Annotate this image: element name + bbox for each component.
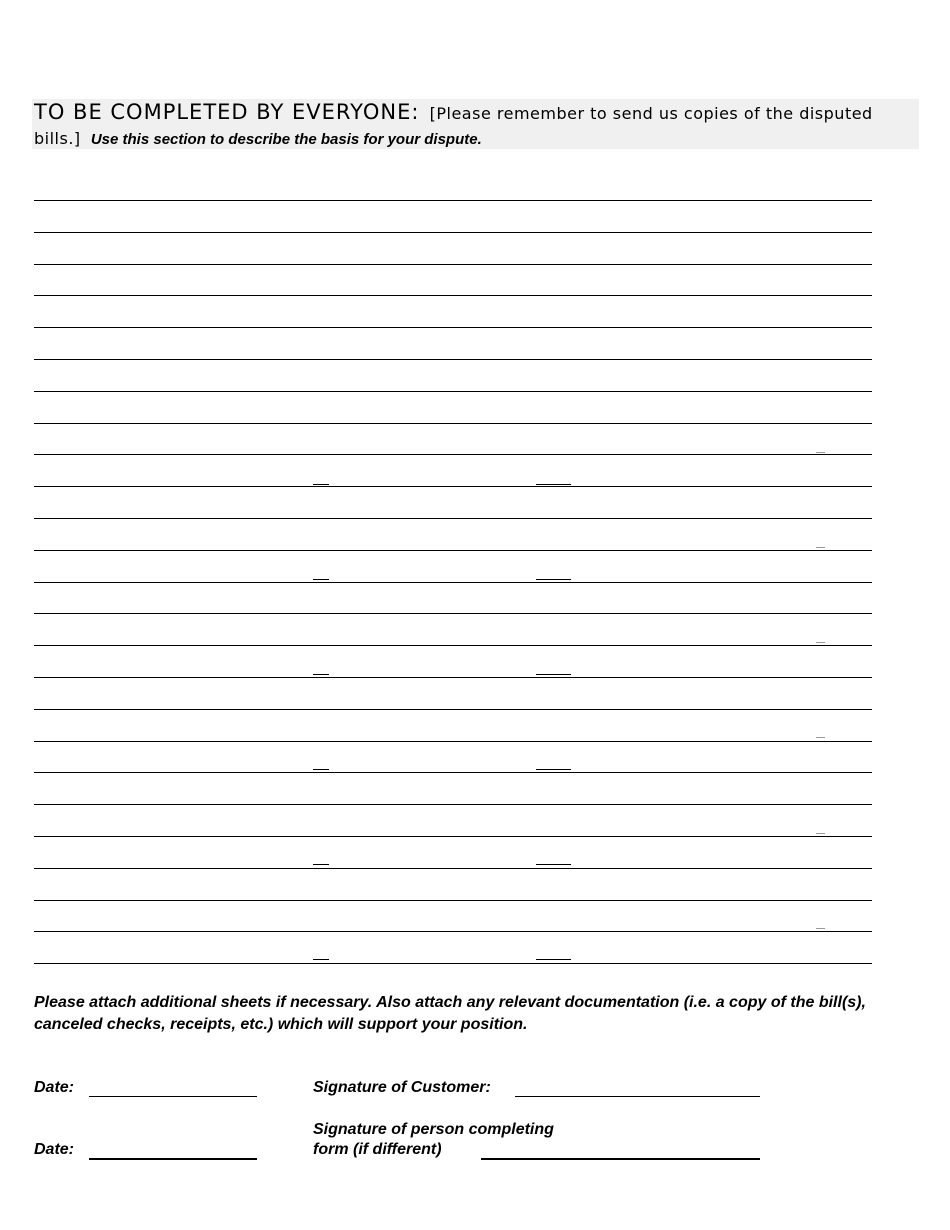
person-signature-label-line2: form (if different) (313, 1141, 442, 1158)
description-line[interactable] (34, 264, 872, 265)
customer-signature-field[interactable] (515, 1096, 760, 1097)
date-label: Date: (34, 1079, 75, 1096)
line-tick-mark (536, 864, 571, 865)
description-line[interactable] (34, 709, 872, 710)
description-line[interactable] (34, 359, 872, 360)
line-tick-mark (313, 674, 329, 675)
line-tick-mark (313, 864, 329, 865)
description-line[interactable] (34, 454, 872, 455)
attach-instructions: Please attach additional sheets if necessary. Also attach any relevant documentation (i.e. a copy of the bill(s), canceled checks, receipts, etc.) which will support your position. (34, 994, 866, 1033)
description-line[interactable] (34, 327, 872, 328)
person-signature-field[interactable] (481, 1158, 760, 1160)
dispute-description-lines[interactable] (34, 0, 872, 1000)
description-line[interactable] (34, 423, 872, 424)
line-tick-mark (536, 674, 571, 675)
description-line[interactable] (34, 677, 872, 678)
line-tick-mark (536, 959, 571, 960)
description-line[interactable] (34, 900, 872, 901)
description-line[interactable] (34, 486, 872, 487)
description-line[interactable] (34, 582, 872, 583)
line-tick-mark (536, 579, 571, 580)
line-tick-mark (313, 579, 329, 580)
line-tick-mark (313, 959, 329, 960)
section-note: [Please remember to send us copies of the disputed bills.] (34, 104, 873, 148)
line-tick-mark (816, 928, 825, 929)
line-tick-mark (816, 452, 825, 453)
description-line[interactable] (34, 741, 872, 742)
customer-signature-label: Signature of Customer: (313, 1079, 491, 1096)
description-line[interactable] (34, 295, 872, 296)
line-tick-mark (816, 547, 825, 548)
line-tick-mark (816, 737, 825, 738)
description-line[interactable] (34, 836, 872, 837)
description-line[interactable] (34, 804, 872, 805)
section-title: TO BE COMPLETED BY EVERYONE: (34, 100, 420, 124)
description-line[interactable] (34, 613, 872, 614)
description-line[interactable] (34, 645, 872, 646)
line-tick-mark (313, 769, 329, 770)
date-field-2[interactable] (89, 1158, 257, 1160)
date-label-2: Date: (34, 1141, 75, 1158)
description-line[interactable] (34, 550, 872, 551)
description-line[interactable] (34, 772, 872, 773)
line-tick-mark (313, 484, 329, 485)
person-signature-label-line1: Signature of person completing (313, 1121, 554, 1138)
description-line[interactable] (34, 963, 872, 964)
date-field[interactable] (89, 1096, 257, 1097)
line-tick-mark (816, 642, 825, 643)
description-line[interactable] (34, 391, 872, 392)
description-line[interactable] (34, 518, 872, 519)
description-line[interactable] (34, 232, 872, 233)
description-line[interactable] (34, 931, 872, 932)
description-line[interactable] (34, 868, 872, 869)
line-tick-mark (816, 833, 825, 834)
line-tick-mark (536, 484, 571, 485)
section-instruction: Use this section to describe the basis for your dispute. (90, 131, 482, 148)
line-tick-mark (536, 769, 571, 770)
description-line[interactable] (34, 200, 872, 201)
